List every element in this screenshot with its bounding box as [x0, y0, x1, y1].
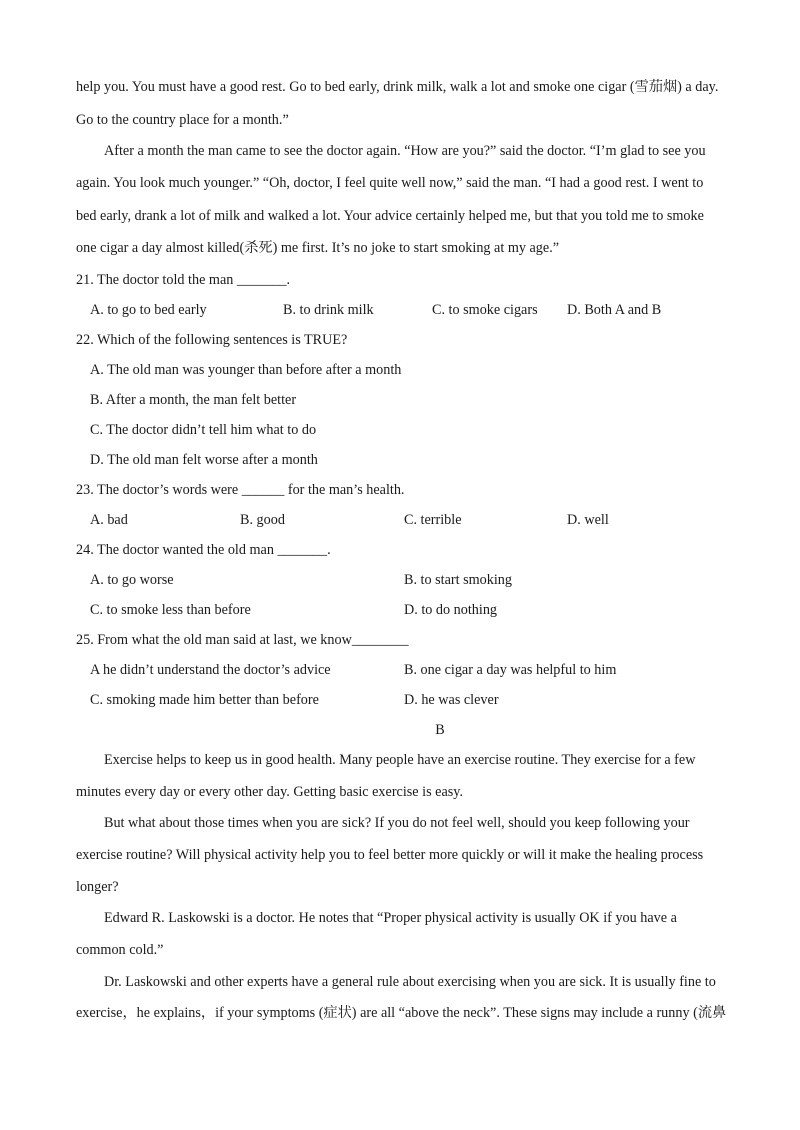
question-25-option-d: D. he was clever [404, 692, 499, 708]
question-21-option-a: A. to go to bed early [90, 302, 207, 318]
question-22-stem: 22. Which of the following sentences is TRUE? [76, 332, 348, 348]
section-b-line: longer? [76, 879, 119, 895]
section-b-line: exercise，he explains，if your symptoms (症状) are all “above the neck”. These signs may include a runny (流鼻 [76, 1005, 727, 1021]
passage-a-line: help you. You must have a good rest. Go to bed early, drink milk, walk a lot and smoke one cigar (雪茄烟) a day. [76, 79, 719, 95]
question-21-option-b: B. to drink milk [283, 302, 374, 318]
question-23-option-c: C. terrible [404, 512, 462, 528]
question-22-option-a: A. The old man was younger than before after a month [90, 362, 402, 378]
question-24-stem: 24. The doctor wanted the old man _______. [76, 542, 331, 558]
section-b-line: exercise routine? Will physical activity help you to feel better more quickly or will it make the healing process [76, 847, 704, 863]
question-21-option-c: C. to smoke cigars [432, 302, 538, 318]
question-21-stem: 21. The doctor told the man _______. [76, 272, 291, 288]
question-22-option-c: C. The doctor didn’t tell him what to do [90, 422, 317, 438]
question-21-option-d: D. Both A and B [567, 302, 662, 318]
question-23-option-d: D. well [567, 512, 609, 528]
question-24-option-d: D. to do nothing [404, 602, 498, 618]
question-23-stem: 23. The doctor’s words were ______ for the man’s health. [76, 482, 405, 498]
section-b-line: minutes every day or every other day. Getting basic exercise is easy. [76, 784, 463, 800]
section-b-heading: B [435, 722, 445, 738]
passage-a-line: bed early, drank a lot of milk and walked a lot. Your advice certainly helped me, but that you told me to smoke [76, 208, 704, 224]
question-24-option-a: A. to go worse [90, 572, 174, 588]
question-25-option-b: B. one cigar a day was helpful to him [404, 662, 617, 678]
passage-a-line: again. You look much younger.” “Oh, doctor, I feel quite well now,” said the man. “I had a good rest. I went to [76, 175, 704, 191]
section-b-line: Dr. Laskowski and other experts have a general rule about exercising when you are sick. It is usually fine to [104, 974, 716, 990]
section-b-line: But what about those times when you are sick? If you do not feel well, should you keep following your [104, 815, 690, 831]
passage-a-line: After a month the man came to see the doctor again. “How are you?” said the doctor. “I’m glad to see you [104, 143, 706, 159]
question-24-option-c: C. to smoke less than before [90, 602, 251, 618]
question-22-option-b: B. After a month, the man felt better [90, 392, 297, 408]
question-23-option-a: A. bad [90, 512, 128, 528]
question-25-option-a: A he didn’t understand the doctor’s advice [90, 662, 331, 678]
section-b-line: Exercise helps to keep us in good health. Many people have an exercise routine. They exercise for a few [104, 752, 696, 768]
question-25-stem: 25. From what the old man said at last, we know________ [76, 632, 409, 648]
passage-a-line: one cigar a day almost killed(杀死) me first. It’s no joke to start smoking at my age.” [76, 240, 560, 256]
question-23-option-b: B. good [240, 512, 285, 528]
section-b-line: common cold.” [76, 942, 164, 958]
question-24-option-b: B. to start smoking [404, 572, 512, 588]
question-22-option-d: D. The old man felt worse after a month [90, 452, 318, 468]
passage-a-line: Go to the country place for a month.” [76, 112, 289, 128]
question-25-option-c: C. smoking made him better than before [90, 692, 319, 708]
section-b-line: Edward R. Laskowski is a doctor. He notes that “Proper physical activity is usually OK if you have a [104, 910, 677, 926]
